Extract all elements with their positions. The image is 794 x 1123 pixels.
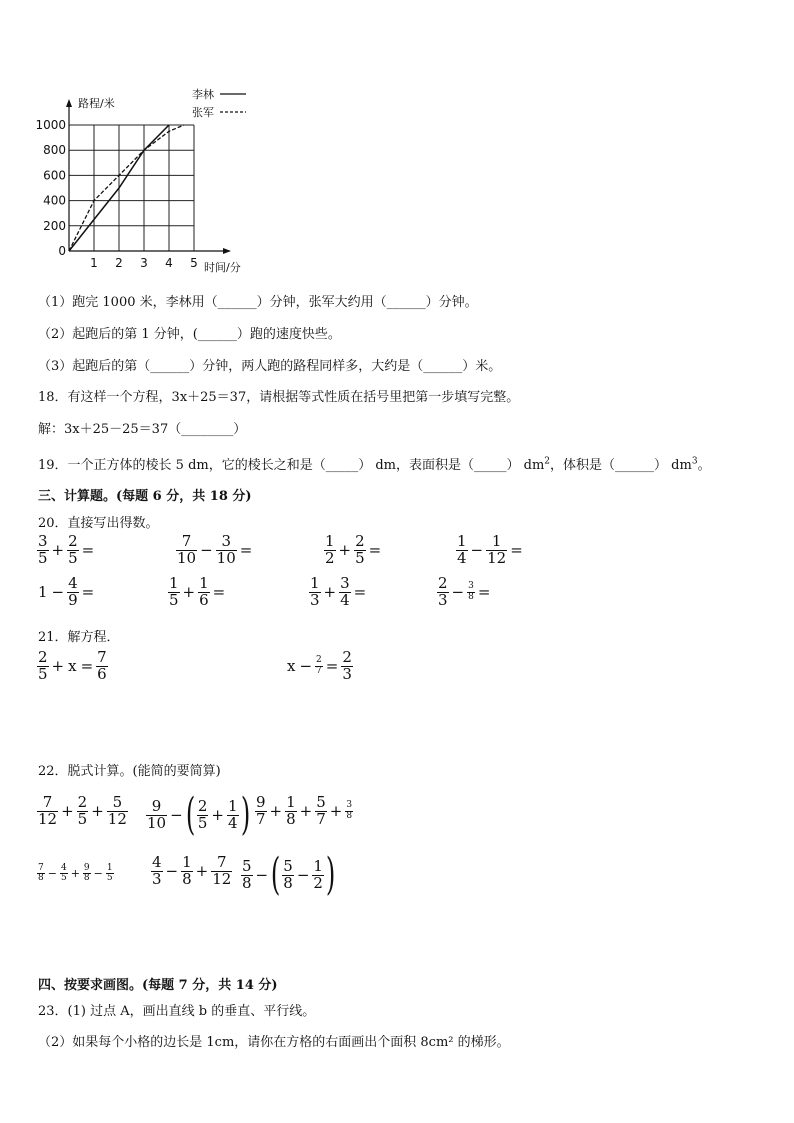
q19-part-a: 19．一个正方体的棱长 5 dm，它的棱长之和是（_____） dm，表面积是（_____） dm	[38, 458, 545, 473]
q23-part2: （2）如果每个小格的边长是 1cm，请你在方格的右面画出个面积 8cm² 的梯形。	[38, 1035, 510, 1050]
y-tick-label: 1000	[35, 118, 66, 132]
q19-part-b: ，体积是（______） dm	[550, 458, 692, 473]
y-tick-label: 0	[58, 244, 66, 258]
q21-equation-1: $\frac{2}{5}$ + x = $\frac{7}{6}$	[38, 648, 107, 683]
y-tick-label: 800	[43, 143, 66, 158]
x-tick-label: 4	[165, 256, 173, 270]
q20-expr-4: $\frac{1}{4}$ − $\frac{1}{12}$ =	[457, 532, 523, 567]
x-tick-label: 3	[140, 256, 148, 270]
q22-expr-5: $\frac{4}{3}$ − $\frac{1}{8}$ + $\frac{7}{12}$	[152, 853, 232, 888]
legend-label: 张军	[192, 106, 214, 119]
q20-expr-3: $\frac{1}{2}$ + $\frac{2}{5}$ =	[325, 532, 382, 567]
x-axis-arrow	[223, 248, 231, 254]
q20-expr-7: $\frac{1}{3}$ + $\frac{3}{4}$ =	[310, 574, 367, 609]
q17-part1: （1）跑完 1000 米，李林用（______）分钟，张军大约用（______）分钟。	[38, 295, 478, 310]
y-tick-label: 200	[43, 218, 66, 233]
sq-exponent: 2	[544, 456, 551, 467]
q23-part1: 23．(1) 过点 A，画出直线 b 的垂直、平行线。	[38, 1004, 316, 1019]
q20-expr-1: $\frac{3}{5}$ + $\frac{2}{5}$ =	[38, 532, 95, 567]
x-tick-label: 1	[90, 256, 98, 270]
y-axis-arrow	[66, 99, 72, 107]
y-axis-label: 路程/米	[78, 97, 115, 110]
distance-time-chart	[30, 80, 260, 280]
q20-expr-8: $\frac{2}{3}$ − $\frac{3}{8}$ =	[438, 574, 491, 609]
q22-expr-2: $\frac{9}{10}$ −( $\frac{2}{5}$ + $\frac{1}{4}$ )	[147, 789, 250, 840]
q22-expr-4: $\frac{7}{8}$ − $\frac{4}{5}$ + $\frac{9}{8}$ − $\frac{1}{5}$	[38, 863, 113, 884]
q21-equation-2: x − $\frac{2}{7}$ = $\frac{2}{3}$	[287, 648, 352, 683]
q20-expr-2: $\frac{7}{10}$ − $\frac{3}{10}$ =	[177, 532, 253, 567]
x-axis-label: 时间/分	[204, 261, 241, 274]
q18-solution: 解：3x＋25－25＝37（________）	[38, 422, 247, 437]
q21-title: 21．解方程．	[38, 630, 120, 645]
q22-expr-3: $\frac{9}{7}$ + $\frac{1}{8}$ + $\frac{5}{7}$ + $\frac{3}{8}$	[256, 793, 353, 828]
q22-expr-6: $\frac{5}{8}$ −( $\frac{5}{8}$ − $\frac{1}{2}$ )	[242, 849, 336, 900]
q19-question	[38, 454, 711, 473]
section-3-heading: 三、计算题。(每题 6 分，共 18 分)	[38, 489, 252, 504]
y-tick-label: 600	[43, 168, 66, 183]
q22-title: 22．脱式计算。(能简的要简算)	[38, 764, 221, 779]
q17-part3: （3）起跑后的第（______）分钟，两人跑的路程同样多，大约是（______）米。	[38, 359, 502, 374]
x-tick-label: 2	[115, 256, 123, 270]
q20-expr-5: 1 − $\frac{4}{9}$ =	[38, 574, 95, 609]
q20-expr-6: $\frac{1}{5}$ + $\frac{1}{6}$ =	[169, 574, 226, 609]
q20-title: 20．直接写出得数。	[38, 516, 159, 531]
q19-part-c: 。	[697, 458, 711, 473]
cube-exponent: 3	[691, 456, 698, 467]
x-tick-label: 5	[190, 256, 198, 270]
q22-expr-1: $\frac{7}{12}$ + $\frac{2}{5}$ + $\frac{5}{12}$	[38, 793, 127, 828]
y-tick-label: 400	[43, 193, 66, 208]
legend-label: 李林	[192, 88, 214, 101]
q17-part2: （2）起跑后的第 1 分钟，(______）跑的速度快些。	[38, 327, 341, 342]
series-line-2	[69, 125, 184, 251]
section-4-heading: 四、按要求画图。(每题 7 分，共 14 分)	[38, 978, 278, 993]
q18-question: 18．有这样一个方程，3x＋25＝37，请根据等式性质在括号里把第一步填写完整。	[38, 390, 520, 405]
